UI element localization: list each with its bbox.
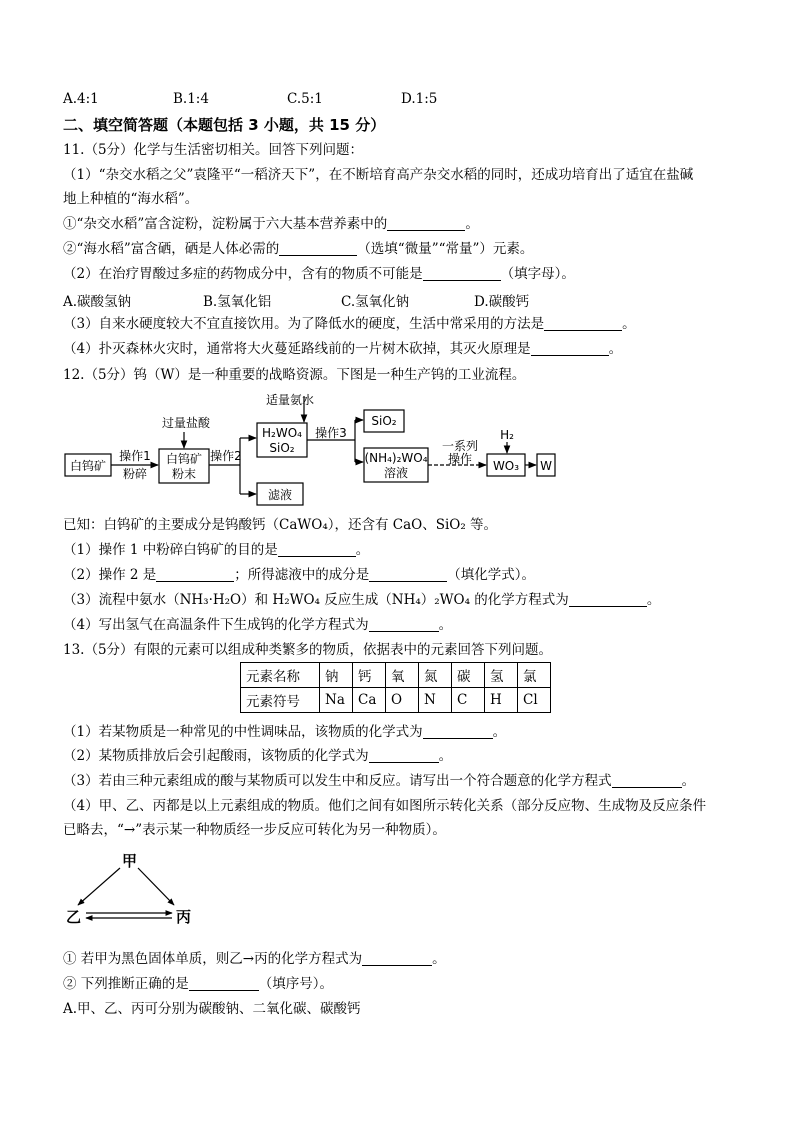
answer-blank[interactable]	[569, 592, 647, 607]
conversion-triangle-diagram	[60, 850, 210, 930]
q12-part1	[63, 541, 369, 559]
series-sub-label: 操作	[447, 452, 473, 466]
table-cell: N	[419, 688, 452, 713]
q10-option-a: A.4:1	[63, 91, 99, 107]
q11-part2-text: （2）在治疗胃酸过多症的药物成分中，含有的物质不可能是	[63, 266, 423, 282]
q12-part3-end: 。	[646, 592, 661, 608]
answer-blank[interactable]	[423, 724, 493, 739]
answer-blank[interactable]	[387, 216, 465, 231]
wo3-label: WO₃	[492, 459, 520, 473]
q11-part3-text: （3）自来水硬度较大不宜直接饮用。为了降低水的硬度，生活中常采用的方法是	[63, 316, 545, 332]
q13-sub1-end: 。	[432, 951, 446, 967]
element-table	[240, 662, 551, 713]
q13-option-a: A.甲、乙、丙可分别为碳酸钠、二氧化碳、碳酸钙	[63, 1001, 361, 1017]
w-label: W	[540, 459, 552, 473]
ammonium-sub-label: 溶液	[383, 466, 409, 480]
q13-sub2-text: ② 下列推断正确的是	[63, 976, 189, 992]
answer-blank[interactable]	[369, 567, 447, 582]
q11-option-a: A.碳酸氢钠	[63, 294, 132, 310]
table-cell: 钙	[353, 663, 386, 688]
table-cell: 氧	[386, 663, 419, 688]
table-row	[241, 663, 551, 688]
q11-sub1	[63, 215, 479, 233]
q13-part2-end: 。	[438, 748, 453, 764]
answer-blank[interactable]	[369, 617, 439, 632]
answer-blank[interactable]	[369, 748, 439, 763]
q11-part2-end: （填字母）。	[500, 266, 575, 282]
q13-part2	[63, 747, 452, 765]
sio2-label: SiO₂	[371, 414, 397, 428]
q12-known: 已知：白钨矿的主要成分是钨酸钙（CaWO₄），还含有 CaO、SiO₂ 等。	[63, 517, 498, 533]
q11-part1-line2: 地上种植的“海水稻”。	[63, 191, 199, 207]
mixture-label: H₂WO₄	[262, 426, 302, 440]
op3-label: 操作3	[315, 426, 347, 440]
q13-part4-line2: 已略去，“→”表示某一种物质经一步反应可转化为另一种物质）。	[63, 822, 446, 838]
q11-sub1-text: ①“杂交水稻”富含淀粉，淀粉属于六大基本营养素中的	[63, 216, 388, 232]
q11-part1-line1: （1）“杂交水稻之父”袁隆平“一稻济天下”，在不断培育高产杂交水稻的同时，还成功培育出了适宜在盐碱	[63, 167, 694, 183]
q10-option-c: C.5:1	[287, 91, 323, 107]
q11-part3	[63, 315, 636, 333]
section-title: 二、填空简答题（本题包括 3 小题，共 15 分）	[63, 116, 386, 134]
filtrate-label: 滤液	[267, 488, 293, 502]
table-cell: 元素名称	[241, 663, 320, 688]
q12-part3-text: （3）流程中氨水（NH₃·H₂O）和 H₂WO₄ 反应生成（NH₄）₂WO₄ 的化学方程式为	[63, 592, 569, 608]
answer-blank[interactable]	[362, 951, 432, 966]
table-cell: 钠	[320, 663, 353, 688]
q11-sub2-text: ②“海水稻”富含硒，硒是人体必需的	[63, 241, 280, 257]
q13-part3	[63, 772, 695, 790]
q13-stem: 13.（5分）有限的元素可以组成种类繁多的物质，依据表中的元素回答下列问题。	[63, 642, 553, 658]
table-cell: O	[386, 688, 419, 713]
hcl-label: 过量盐酸	[161, 416, 211, 430]
op2-label: 操作2	[210, 449, 242, 463]
q13-sub1-text: ① 若甲为黑色固体单质，则乙→丙的化学方程式为	[63, 951, 363, 967]
op1-label: 操作1	[119, 449, 151, 463]
q12-part3	[63, 591, 660, 609]
q11-sub2-end: （选填“微量”“常量”）元素。	[357, 241, 534, 257]
q11-part4-text: （4）扑灭森林火灾时，通常将大火蔓延路线前的一片树木砍掉，其灭火原理是	[63, 341, 531, 357]
h2-label: H₂	[500, 428, 514, 442]
answer-blank[interactable]	[156, 567, 234, 582]
q11-part3-end: 。	[622, 316, 636, 332]
q10-option-d: D.1:5	[401, 91, 438, 107]
q13-sub1	[63, 950, 446, 968]
q13-part1-text: （1）若某物质是一种常见的中性调味品，该物质的化学式为	[63, 724, 423, 740]
q12-part2-text: （2）操作 2 是	[63, 567, 157, 583]
node-jia: 甲	[122, 852, 138, 870]
q12-part2	[63, 566, 535, 584]
answer-blank[interactable]	[544, 316, 622, 331]
q13-sub2-end: （填序号）。	[258, 976, 334, 992]
q12-part4-text: （4）写出氢气在高温条件下生成钨的化学方程式为	[63, 617, 369, 633]
ore-label: 白钨矿	[69, 459, 107, 473]
q12-part2-mid: ；所得滤液中的成分是	[234, 567, 370, 583]
answer-blank[interactable]	[423, 266, 501, 281]
table-cell: 氮	[419, 663, 452, 688]
q12-part4	[63, 616, 452, 634]
q11-sub2	[63, 240, 533, 258]
answer-blank[interactable]	[278, 542, 356, 557]
q12-stem: 12.（5分）钨（W）是一种重要的战略资源。下图是一种生产钨的工业流程。	[63, 367, 526, 383]
answer-blank[interactable]	[612, 773, 682, 788]
table-row	[241, 688, 551, 713]
mixture-sub-label: SiO₂	[269, 441, 295, 455]
table-cell: C	[452, 688, 485, 713]
q11-part4-end: 。	[608, 341, 623, 357]
node-yi: 乙	[66, 908, 82, 926]
answer-blank[interactable]	[531, 341, 609, 356]
q11-part4	[63, 340, 622, 358]
q12-part1-end: 。	[355, 542, 370, 558]
table-cell: Cl	[518, 688, 551, 713]
table-cell: 氯	[518, 663, 551, 688]
answer-blank[interactable]	[189, 976, 259, 991]
q12-part2-end: （填化学式）。	[447, 567, 536, 583]
q11-option-c: C.氢氧化钠	[341, 294, 410, 310]
q10-option-b: B.1:4	[173, 91, 209, 107]
table-cell: 氢	[485, 663, 518, 688]
q13-part1-end: 。	[492, 724, 507, 740]
q12-part1-text: （1）操作 1 中粉碎白钨矿的目的是	[63, 542, 278, 558]
q11-sub1-end: 。	[465, 216, 479, 232]
table-cell: Na	[320, 688, 353, 713]
q13-sub2	[63, 975, 333, 993]
tungsten-flow-diagram	[60, 390, 560, 510]
series-label: 一系列	[441, 439, 479, 453]
table-cell: 元素符号	[241, 688, 320, 713]
ammonia-label: 适量氨水	[265, 393, 315, 407]
q11-stem: 11.（5分）化学与生活密切相关。回答下列问题：	[63, 142, 364, 158]
answer-blank[interactable]	[279, 241, 357, 256]
q11-option-b: B.氢氧化铝	[203, 294, 272, 310]
table-cell: 碳	[452, 663, 485, 688]
q13-part3-text: （3）若由三种元素组成的酸与某物质可以发生中和反应。请写出一个符合题意的化学方程式	[63, 773, 612, 789]
q13-part4-line1: （4）甲、乙、丙都是以上元素组成的物质。他们之间有如图所示转化关系（部分反应物、生成物及反应条件	[63, 798, 707, 814]
powder-sub-label: 粉末	[171, 467, 197, 481]
node-bing: 丙	[176, 908, 192, 926]
ammonium-label: (NH₄)₂WO₄	[364, 451, 428, 465]
q11-part2	[63, 265, 575, 283]
q12-part4-end: 。	[438, 617, 453, 633]
table-cell: H	[485, 688, 518, 713]
op1-sub-label: 粉碎	[122, 467, 148, 481]
powder-label: 白钨矿	[165, 452, 203, 466]
table-cell: Ca	[353, 688, 386, 713]
q13-part2-text: （2）某物质排放后会引起酸雨，该物质的化学式为	[63, 748, 369, 764]
q13-part3-end: 。	[681, 773, 696, 789]
q13-part1	[63, 723, 506, 741]
q11-option-d: D.碳酸钙	[474, 294, 530, 310]
